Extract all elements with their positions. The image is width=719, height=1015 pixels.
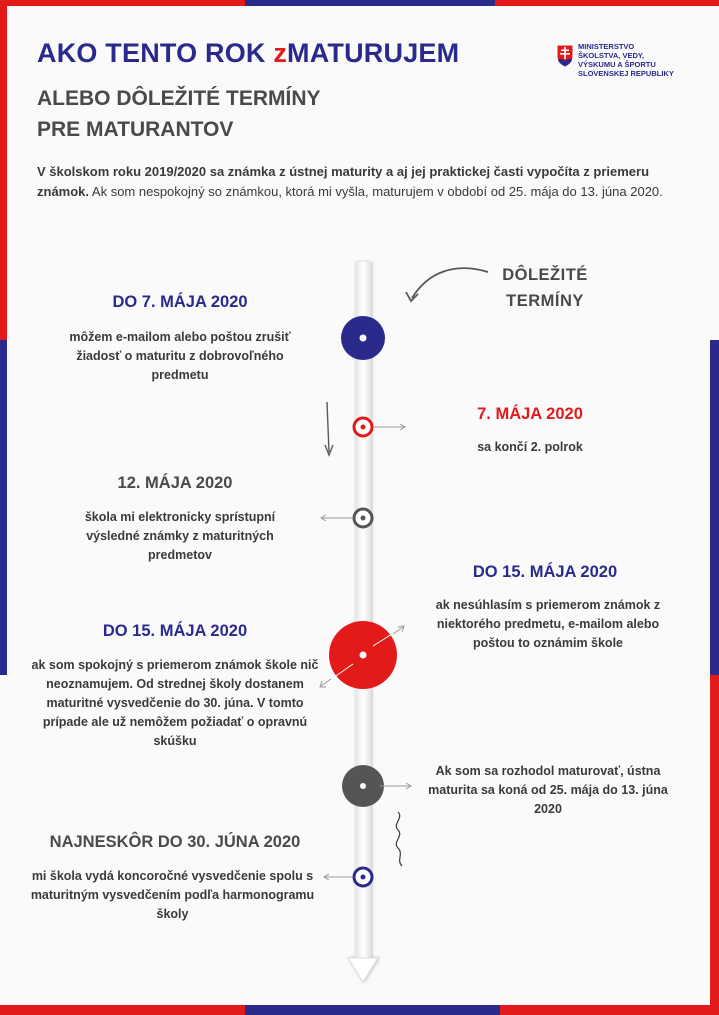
event-6-text: Ak som sa rozhodol maturovať, ústna maturita sa koná od 25. mája do 13. júna 2020	[428, 764, 668, 816]
ministry-line-3: VÝSKUMU A ŠPORTU	[578, 60, 656, 69]
event-3-date: 12. MÁJA 2020	[117, 474, 233, 492]
squiggle-decoration	[396, 812, 402, 866]
intro-rest: Ak som nespokojný so známkou, ktorá mi vyšla, maturujem v období od 25. mája do 13. júna 2020.	[89, 183, 663, 199]
ministry-line-4: SLOVENSKEJ REPUBLIKY	[578, 69, 674, 78]
event-1-text: môžem e-mailom alebo poštou zrušiť žiadosť o maturitu z dobrovoľného predmetu	[69, 330, 291, 382]
event-7-text: mi škola vydá koncoročné vysvedčenie spolu s maturitným vysvedčením podľa harmonogramu školy	[30, 869, 315, 921]
subtitle-line-2: PRE MATURANTOV	[37, 118, 234, 141]
event-5-text: ak som spokojný s priemerom známok škole nič neoznamujem. Od strednej školy dostanem maturitné vysvedčenie do 30. júna. V tomto prípade ale už nemôžem požiadať o opravnú skúšku	[31, 658, 319, 748]
event-7-date: NAJNESKÔR DO 30. JÚNA 2020	[49, 833, 301, 851]
event-4-text: ak nesúhlasím s priemerom známok z niektorého predmetu, e-mailom alebo poštou to oznámim škole	[435, 598, 661, 650]
page-title: AKO TENTO ROK zMATURUJEM	[37, 38, 460, 68]
subtitle-line-1: ALEBO DÔLEŽITÉ TERMÍNY	[37, 87, 321, 110]
node-do-15-maja	[320, 621, 404, 689]
node-12-maja	[321, 509, 372, 527]
event-1-date: DO 7. MÁJA 2020	[112, 293, 248, 311]
event-3-text: škola mi elektronicky sprístupní výsledné známky z maturitných predmetov	[84, 510, 276, 562]
important-dates-line-2: TERMÍNY	[506, 292, 584, 310]
title-z-highlight: z	[273, 38, 288, 68]
ministry-line-1: MINISTERSTVO	[578, 42, 635, 51]
important-dates-label	[470, 262, 620, 314]
event-2-date: 7. MÁJA 2020	[477, 405, 583, 423]
event-4-date: DO 15. MÁJA 2020	[472, 563, 618, 581]
ministry-line-2: ŠKOLSTVA, VEDY,	[578, 51, 645, 60]
node-do-7-maja	[341, 316, 385, 360]
down-arrow-icon	[325, 402, 333, 455]
intro-bold: V školskom roku 2019/2020 sa známka z ústnej maturity a aj jej praktickej časti vypočíta z priemeru známok.	[37, 164, 650, 199]
node-7-maja	[354, 418, 405, 436]
node-ustna-maturita	[342, 765, 411, 807]
node-30-juna	[324, 868, 372, 886]
event-2-text: sa končí 2. polrok	[477, 440, 583, 454]
important-dates-line-1: DÔLEŽITÉ	[502, 266, 588, 284]
event-5-date: DO 15. MÁJA 2020	[102, 622, 248, 640]
